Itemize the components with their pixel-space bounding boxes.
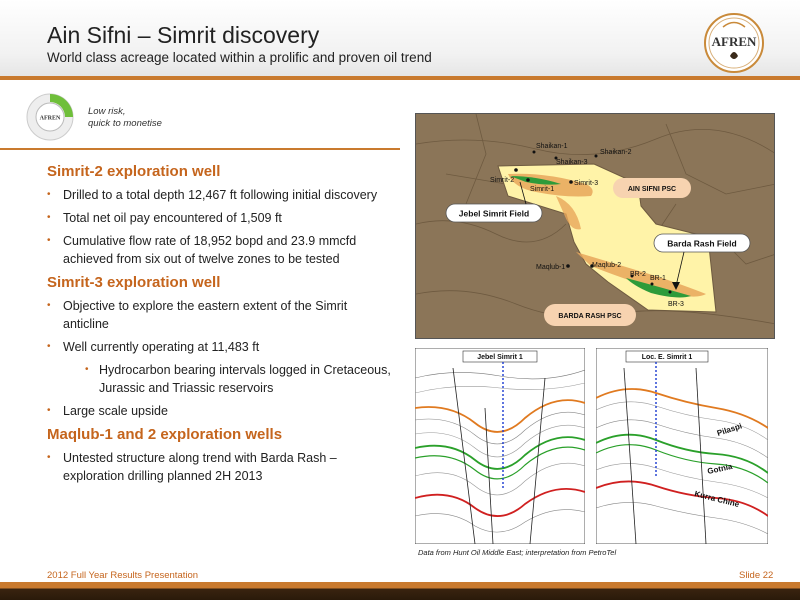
bullet-text: Hydrocarbon bearing intervals logged in Cretaceous, Jurassic and Triassic reservoirs	[99, 363, 391, 395]
bullet-dot-icon: •	[47, 189, 51, 200]
bullet-item	[47, 232, 392, 268]
bullet-text: Total net oil pay encountered of 1,509 ft	[63, 211, 282, 225]
well-label-shaikan-1: Shaikan-1	[536, 143, 568, 150]
bullet-item	[85, 361, 392, 397]
badge-logo-text: AFREN	[39, 115, 61, 122]
well-label-br-2: BR-2	[630, 271, 646, 278]
bullet-dot-icon: •	[47, 452, 51, 463]
tagline	[88, 106, 162, 130]
horizon-label-gotnia: Gotnia	[706, 461, 734, 476]
bullet-text: Well currently operating at 11,483 ft	[63, 340, 260, 354]
bullet-list	[47, 449, 392, 485]
well-label-maqlub-2: Maqlub-2	[592, 262, 622, 269]
well-label-simrit-3: Simrit-3	[574, 180, 599, 187]
footer-band	[0, 582, 800, 600]
slide-header	[0, 0, 800, 76]
bullet-text: Large scale upside	[63, 404, 168, 418]
slide-title: Ain Sifni – Simrit discovery	[47, 22, 320, 48]
location-map	[415, 113, 775, 339]
section-heading: Simrit-2 exploration well	[47, 163, 221, 180]
bullet-item	[47, 297, 392, 333]
seismic-right-title: Loc. E. Simrit 1	[641, 354, 693, 361]
well-label-simrit-1: Simrit-1	[530, 186, 555, 193]
bullet-dot-icon: •	[47, 212, 51, 223]
section-heading: Simrit-3 exploration well	[47, 274, 221, 291]
bullet-item	[47, 402, 392, 420]
seismic-section-jebel-simrit	[415, 348, 585, 544]
figure-caption: Data from Hunt Oil Middle East; interpretation from PetroTel	[418, 548, 617, 557]
bullet-dot-icon: •	[47, 405, 51, 416]
well-label-maqlub-1: Maqlub-1	[536, 264, 566, 271]
jebel-simrit-field-label: Jebel Simrit Field	[458, 208, 530, 219]
footer-presentation-name: 2012 Full Year Results Presentation	[47, 570, 199, 581]
ain-sifni-psc-label: AIN SIFNI PSC	[627, 186, 677, 193]
bullet-dot-icon: •	[47, 300, 51, 311]
footer-slide-number: Slide 22	[739, 570, 774, 581]
bullet-text: Cumulative flow rate of 18,952 bopd and 23.9 mmcfd achieved from six out of twelve zones to be tested	[63, 234, 357, 266]
bullet-text: Drilled to a total depth 12,467 ft following initial discovery	[63, 188, 378, 202]
tagline-divider	[0, 148, 400, 150]
well-label-simrit-2: Simrit-2	[490, 177, 515, 184]
bullet-list	[47, 297, 392, 420]
horizon-label-pilaspi: Pilaspi	[715, 421, 744, 438]
horizon-label-kurra-chine: Kurra Chine	[693, 489, 741, 510]
bullet-text: Untested structure along trend with Barda Rash – exploration drilling planned 2H 2013	[63, 451, 337, 483]
well-label-shaikan-2: Shaikan-2	[600, 149, 632, 156]
low-risk-badge-icon	[25, 92, 75, 142]
tagline-line-1: Low risk,	[88, 106, 126, 117]
bullet-item	[47, 209, 392, 227]
well-label-br-3: BR-3	[668, 301, 684, 308]
bullet-dot-icon: •	[47, 341, 51, 352]
tagline-line-2: quick to monetise	[88, 118, 162, 129]
header-divider	[0, 76, 800, 80]
bullet-item	[47, 186, 392, 204]
slide-subtitle: World class acreage located within a prolific and proven oil trend	[47, 50, 432, 65]
barda-rash-field-label: Barda Rash Field	[667, 238, 737, 249]
well-label-shaikan-3: Shaikan-3	[556, 159, 588, 166]
bullet-dot-icon: •	[85, 364, 89, 375]
barda-rash-psc-label: BARDA RASH PSC	[558, 313, 622, 320]
content-column	[47, 163, 392, 490]
well-label-br-1: BR-1	[650, 275, 666, 282]
bullet-dot-icon: •	[47, 235, 51, 246]
section-heading: Maqlub-1 and 2 exploration wells	[47, 426, 283, 443]
seismic-section-loc-e-simrit	[596, 348, 768, 544]
bullet-list	[47, 186, 392, 268]
bullet-item	[47, 338, 392, 356]
logo-wordmark: AFREN	[711, 34, 757, 49]
bullet-text: Objective to explore the eastern extent of the Simrit anticline	[63, 299, 348, 331]
bullet-item	[47, 449, 392, 485]
map-canvas	[416, 114, 775, 339]
seismic-left-title: Jebel Simrit 1	[477, 354, 523, 361]
